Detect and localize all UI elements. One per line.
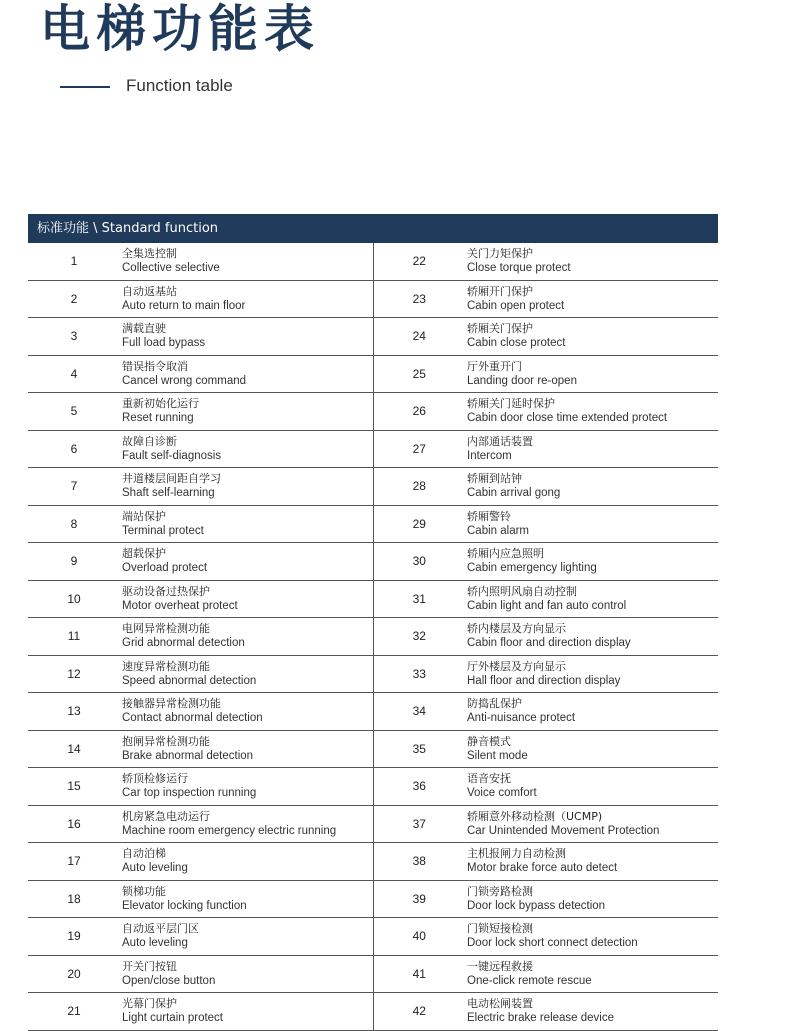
function-name: [465, 355, 718, 393]
function-name: [120, 655, 373, 693]
function-name-cn: 厅外重开门: [467, 359, 522, 373]
function-number: 36: [373, 768, 465, 806]
function-name: [120, 618, 373, 656]
function-name: [120, 393, 373, 431]
table-row: [28, 693, 718, 731]
function-name-cn: 轿内楼层及方向显示: [467, 622, 566, 636]
function-name: [465, 580, 718, 618]
function-name-en: Voice comfort: [467, 787, 537, 800]
function-name: [120, 955, 373, 993]
function-name-en: Hall floor and direction display: [467, 674, 621, 687]
function-name-cn: 轿厢关门延时保护: [467, 397, 555, 411]
function-name: [465, 468, 718, 506]
function-name-en: Cabin emergency lighting: [467, 562, 597, 575]
function-name: [120, 993, 373, 1031]
table-row: [28, 393, 718, 431]
function-name: [120, 468, 373, 506]
function-name: [465, 805, 718, 843]
function-name-cn: 语音安抚: [467, 772, 511, 786]
function-name: [465, 430, 718, 468]
function-name-cn: 开关门按钮: [122, 959, 177, 973]
function-name-cn: 驱动设备过热保护: [122, 584, 210, 598]
function-number: 32: [373, 618, 465, 656]
function-name-cn: 端站保护: [122, 509, 166, 523]
function-name-en: Cabin floor and direction display: [467, 637, 631, 650]
function-name-cn: 自动泊梯: [122, 847, 166, 861]
function-name-en: Terminal protect: [122, 524, 204, 537]
function-number: 17: [28, 843, 120, 881]
function-number: 6: [28, 430, 120, 468]
function-number: 22: [373, 243, 465, 280]
function-number: 3: [28, 318, 120, 356]
function-name: [120, 543, 373, 581]
function-table: [28, 214, 718, 1031]
function-name: [465, 318, 718, 356]
function-name-en: Auto return to main floor: [122, 299, 246, 312]
page-title: 电梯功能表: [40, 0, 320, 58]
table-row: [28, 280, 718, 318]
function-name: [120, 355, 373, 393]
table-row: [28, 918, 718, 956]
section-header: 标准功能 \ Standard function: [28, 214, 718, 243]
function-name-cn: 门锁短接检测: [467, 922, 533, 936]
table-row: [28, 768, 718, 806]
function-name-cn: 轿厢到站钟: [467, 472, 522, 486]
function-number: 29: [373, 505, 465, 543]
function-number: 40: [373, 918, 465, 956]
function-name-en: Intercom: [467, 449, 512, 462]
function-name: [465, 655, 718, 693]
function-name-en: Door lock bypass detection: [467, 899, 606, 912]
function-name: [465, 393, 718, 431]
function-name-en: Overload protect: [122, 562, 208, 575]
function-number: 9: [28, 543, 120, 581]
function-name: [120, 280, 373, 318]
function-name-cn: 轿顶检修运行: [122, 772, 188, 786]
function-name: [465, 768, 718, 806]
function-number: 34: [373, 693, 465, 731]
table-row: [28, 505, 718, 543]
function-name-cn: 厅外楼层及方向显示: [467, 659, 566, 673]
table-row: [28, 543, 718, 581]
function-name-cn: 电动松闸装置: [467, 997, 533, 1011]
table-row: [28, 805, 718, 843]
table-row: [28, 468, 718, 506]
function-name: [120, 430, 373, 468]
function-name-en: Collective selective: [122, 262, 220, 275]
function-number: 26: [373, 393, 465, 431]
function-name: [120, 580, 373, 618]
table-row: [28, 655, 718, 693]
table-row: [28, 243, 718, 280]
function-name-en: Cabin open protect: [467, 299, 565, 312]
table-row: [28, 993, 718, 1031]
function-name-en: Motor overheat protect: [122, 599, 238, 612]
function-name-en: Machine room emergency electric running: [122, 824, 337, 837]
function-name-cn: 防捣乱保护: [467, 697, 522, 711]
function-name-en: One-click remote rescue: [467, 974, 592, 987]
function-number: 24: [373, 318, 465, 356]
table-row: [28, 355, 718, 393]
function-number: 13: [28, 693, 120, 731]
function-name-en: Cabin door close time extended protect: [467, 412, 668, 425]
table-row: [28, 318, 718, 356]
function-name-cn: 锁梯功能: [122, 884, 166, 898]
function-name-cn: 全集选控制: [122, 247, 177, 261]
table-row: [28, 880, 718, 918]
function-name-en: Car Unintended Movement Protection: [467, 824, 660, 837]
function-name-en: Door lock short connect detection: [467, 937, 638, 950]
function-name-cn: 轿厢关门保护: [467, 322, 533, 336]
function-name-en: Cabin arrival gong: [467, 487, 561, 500]
function-name: [120, 843, 373, 881]
function-name-en: Motor brake force auto detect: [467, 862, 618, 875]
function-name-cn: 故障自诊断: [122, 434, 177, 448]
function-name-cn: 一键远程救援: [467, 959, 533, 973]
function-number: 1: [28, 243, 120, 280]
function-name-en: Silent mode: [467, 749, 528, 762]
function-name-en: Shaft self-learning: [122, 487, 215, 500]
function-name-cn: 自动返平层门区: [122, 922, 199, 936]
function-name-en: Open/close button: [122, 974, 216, 987]
function-number: 2: [28, 280, 120, 318]
function-name: [465, 955, 718, 993]
function-name: [465, 693, 718, 731]
function-name-cn: 错误指令取消: [122, 359, 188, 373]
function-name: [465, 505, 718, 543]
table-row: [28, 618, 718, 656]
function-name-cn: 主机报闸力自动检测: [467, 847, 566, 861]
function-name-cn: 门锁旁路检测: [467, 884, 533, 898]
function-number: 15: [28, 768, 120, 806]
function-name: [120, 318, 373, 356]
function-name-cn: 抱闸异常检测功能: [122, 734, 210, 748]
function-name-en: Contact abnormal detection: [122, 712, 263, 725]
function-name: [465, 280, 718, 318]
function-name-cn: 速度异常检测功能: [122, 659, 210, 673]
function-name-en: Brake abnormal detection: [122, 749, 254, 762]
function-name-en: Car top inspection running: [122, 787, 257, 800]
function-number: 33: [373, 655, 465, 693]
table-row: [28, 730, 718, 768]
function-name-en: Cabin alarm: [467, 524, 529, 537]
function-name: [120, 918, 373, 956]
function-number: 5: [28, 393, 120, 431]
function-number: 16: [28, 805, 120, 843]
function-name-en: Cancel wrong command: [122, 374, 247, 387]
function-name: [465, 618, 718, 656]
function-name: [465, 543, 718, 581]
function-number: 37: [373, 805, 465, 843]
function-number: 28: [373, 468, 465, 506]
function-name-cn: 关门力矩保护: [467, 247, 533, 261]
function-name-en: Elevator locking function: [122, 899, 247, 912]
function-name-cn: 轿厢警铃: [467, 509, 511, 523]
function-number: 25: [373, 355, 465, 393]
function-name-cn: 轿厢内应急照明: [467, 547, 544, 561]
function-number: 12: [28, 655, 120, 693]
function-name-en: Light curtain protect: [122, 1012, 224, 1025]
function-number: 42: [373, 993, 465, 1031]
function-number: 39: [373, 880, 465, 918]
function-name: [120, 243, 373, 280]
table-row: [28, 580, 718, 618]
function-name: [465, 993, 718, 1031]
function-name-en: Close torque protect: [467, 262, 571, 275]
function-name: [120, 768, 373, 806]
function-name-cn: 自动返基站: [122, 284, 177, 298]
function-name: [465, 243, 718, 280]
function-number: 19: [28, 918, 120, 956]
function-name-en: Fault self-diagnosis: [122, 449, 222, 462]
function-name-cn: 内部通话装置: [467, 434, 533, 448]
function-number: 35: [373, 730, 465, 768]
function-name-en: Auto leveling: [122, 937, 188, 950]
function-name-cn: 轿厢意外移动检测（UCMP): [467, 809, 603, 823]
function-name-en: Electric brake release device: [467, 1012, 615, 1025]
function-name-en: Auto leveling: [122, 862, 188, 875]
function-name-en: Reset running: [122, 412, 194, 425]
function-name-cn: 满载直驶: [122, 322, 166, 336]
function-grid: [28, 243, 718, 1031]
function-number: 7: [28, 468, 120, 506]
function-number: 10: [28, 580, 120, 618]
function-name: [120, 693, 373, 731]
function-name: [120, 730, 373, 768]
subtitle-divider: [60, 86, 110, 88]
function-number: 41: [373, 955, 465, 993]
function-name: [120, 805, 373, 843]
function-number: 30: [373, 543, 465, 581]
function-name-en: Anti-nuisance protect: [467, 712, 576, 725]
table-row: [28, 430, 718, 468]
function-name-cn: 光幕门保护: [122, 997, 177, 1011]
function-name-cn: 超载保护: [122, 547, 166, 561]
function-name-en: Speed abnormal detection: [122, 674, 257, 687]
function-number: 14: [28, 730, 120, 768]
function-number: 38: [373, 843, 465, 881]
function-number: 21: [28, 993, 120, 1031]
function-name-cn: 井道楼层间距自学习: [122, 472, 221, 486]
function-name-cn: 轿内照明风扇自动控制: [467, 584, 577, 598]
function-name-en: Landing door re-open: [467, 374, 577, 387]
function-name-en: Cabin light and fan auto control: [467, 599, 627, 612]
function-number: 11: [28, 618, 120, 656]
function-number: 18: [28, 880, 120, 918]
function-name: [120, 880, 373, 918]
function-name: [465, 918, 718, 956]
function-name-en: Grid abnormal detection: [122, 637, 245, 650]
function-number: 31: [373, 580, 465, 618]
function-name-en: Cabin close protect: [467, 337, 566, 350]
page-subtitle: Function table: [126, 76, 233, 95]
function-number: 4: [28, 355, 120, 393]
function-name-cn: 轿厢开门保护: [467, 284, 533, 298]
function-name: [120, 505, 373, 543]
function-number: 23: [373, 280, 465, 318]
function-name: [465, 843, 718, 881]
function-name: [465, 880, 718, 918]
function-name-cn: 重新初始化运行: [122, 397, 199, 411]
function-name-en: Full load bypass: [122, 337, 206, 350]
function-name-cn: 电网异常检测功能: [122, 622, 210, 636]
function-number: 8: [28, 505, 120, 543]
function-number: 27: [373, 430, 465, 468]
function-name-cn: 静音模式: [467, 734, 511, 748]
table-row: [28, 955, 718, 993]
function-name-cn: 机房紧急电动运行: [122, 809, 210, 823]
table-row: [28, 843, 718, 881]
function-name: [465, 730, 718, 768]
function-number: 20: [28, 955, 120, 993]
function-name-cn: 接触器异常检测功能: [122, 697, 221, 711]
